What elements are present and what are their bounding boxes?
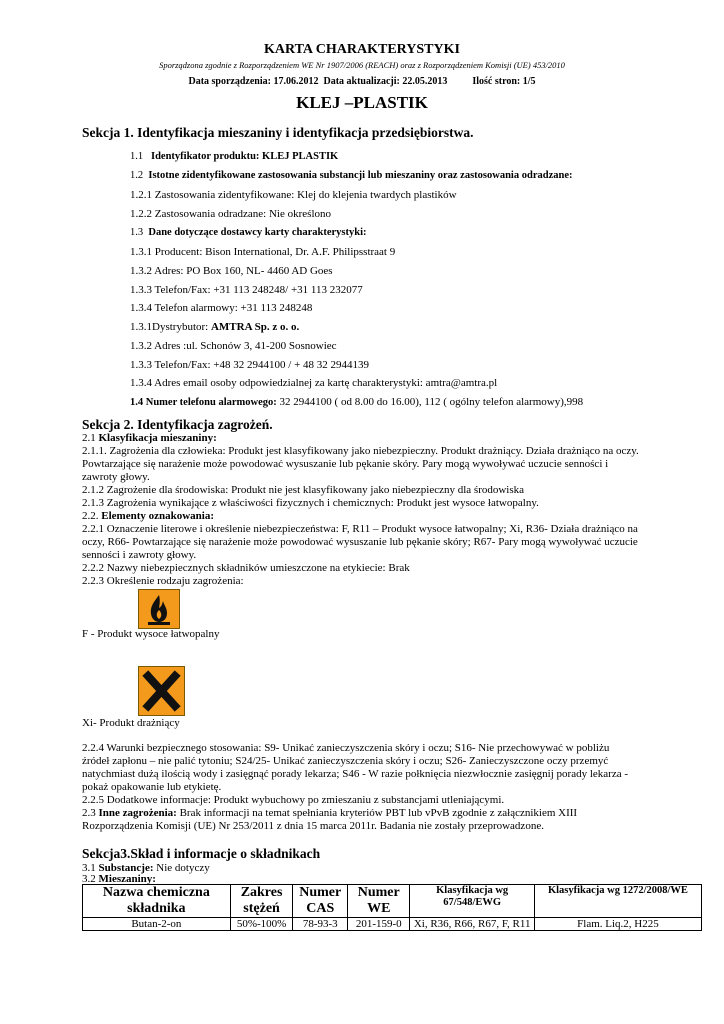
item-2-2-4-line1: 2.2.4 Warunki bezpiecznego stosowania: S9- Unikać zanieczyszczenia skóry i oczu; S16- Nie przechowywać w pobliżu (82, 742, 610, 754)
irritant-caption: Xi- Produkt drażniący (82, 717, 180, 729)
item-number: 1.1 (130, 151, 144, 162)
section2-heading: Sekcja 2. Identyfikacja zagrożeń. (82, 417, 273, 432)
item-2-2-3: 2.2.3 Określenie rodzaju zagrożenia: (82, 575, 244, 587)
item-label: Istotne zidentyfikowane zastosowania substancji lub mieszaniny oraz zastosowania odradzane: (148, 170, 573, 181)
flammable-caption: F - Produkt wysoce łatwopalny (82, 628, 220, 640)
item-1-2-2: 1.2.2 Zastosowania odradzane: Nie określono (130, 208, 331, 220)
item-2-2-5: 2.2.5 Dodatkowe informacje: Produkt wybuchowy po zmieszaniu z substancjami utleniającymi. (82, 794, 505, 806)
item-1-2-1: 1.2.1 Zastosowania zidentyfikowane: Klej do klejenia twardych plastików (130, 189, 457, 201)
header-name: Nazwa chemiczna składnika (83, 885, 231, 918)
table-header-row (83, 885, 702, 918)
flame-icon (139, 590, 179, 628)
item-label: Inne zagrożenia: (98, 807, 177, 819)
item-label: Identyfikator produktu: KLEJ PLASTIK (151, 151, 339, 162)
item-1-3-3: 1.3.3 Telefon/Fax: +31 113 248248/ +31 113 232077 (130, 284, 363, 296)
item-1-3-2: 1.3.2 Adres: PO Box 160, NL- 4460 AD Goes (130, 265, 333, 277)
item-2-2-4-line3: natychmiast dużą ilością wody i zasięgnąć porady lekarza; S46 - W razie połknięcia niezwłocznie zasięgnij porady lekarza - (82, 768, 629, 780)
item-1-3-1: 1.3.1 Producent: Bison International, Dr. A.F. Philipsstraat 9 (130, 246, 396, 258)
product-title: KLEJ –PLASTIK (296, 93, 428, 112)
header-cas: Numer CAS (293, 885, 348, 918)
distributor-address: 1.3.2 Adres :ul. Schonów 3, 41-200 Sosnowiec (130, 340, 337, 352)
section3-heading: Sekcja3.Skład i informacje o składnikach (82, 846, 321, 861)
item-2-3-line1 (82, 807, 577, 819)
item-2-1 (82, 432, 217, 444)
cell-classification-we: Flam. Liq.2, H225 (534, 918, 701, 931)
item-label: Klasyfikacja mieszaniny: (98, 432, 217, 444)
item-text: Brak informacji na temat spełniania kryteriów PBT lub vPvB zgodnie z załącznikiem XIII (176, 807, 578, 819)
item-2-3-line2: Rozporządzenia Komisji (UE) Nr 253/2011 z dnia 15 marca 2011r. Badania nie zostały przeprowadzone. (82, 820, 544, 832)
table-row (83, 918, 702, 931)
item-label: 1.4 Numer telefonu alarmowego: (130, 397, 277, 408)
document-meta: Data sporządzenia: 17.06.2012 Data aktualizacji: 22.05.2013 Ilość stron: 1/5 (188, 76, 536, 87)
item-2-1-3: 2.1.3 Zagrożenia wynikające z właściwości fizycznych i chemicznych: Produkt jest wysoce łatwopalny. (82, 497, 539, 509)
item-number: 1.2 (130, 170, 144, 181)
item-1-2 (130, 170, 572, 181)
item-2-1-2: 2.1.2 Zagrożenie dla środowiska: Produkt nie jest klasyfikowany jako niebezpieczny dla środowiska (82, 484, 525, 496)
item-2-2 (82, 510, 214, 522)
item-1-1 (130, 151, 338, 162)
item-2-2-1-line1: 2.2.1 Oznaczenie literowe i określenie niebezpieczeństwa: F, R11 – Produkt wysoce łatwopalny; Xi, R36- Działa drażniąco na (82, 523, 638, 535)
item-2-2-2: 2.2.2 Nazwy niebezpiecznych składników umieszczone na etykiecie: Brak (82, 562, 410, 574)
document-title: KARTA CHARAKTERYSTYKI (264, 42, 460, 57)
cell-name: Butan-2-on (83, 918, 231, 931)
distributor-phone: 1.3.3 Telefon/Fax: +48 32 2944100 / + 48 32 2944139 (130, 359, 370, 371)
item-2-1-1-line2: Powtarzające się narażenie może powodować wysuszanie lub pękanie skóry. Pary mogą wywoływać uczucie senności i (82, 458, 609, 470)
header-classification-we: Klasyfikacja wg 1272/2008/WE (534, 885, 701, 918)
item-2-2-4-line2: źródeł zapłonu – nie palić tytoniu; S24/25- Unikać zanieczyszczenia skóry i oczu; S26- Zanieczyszczone oczy przemyć (82, 755, 609, 767)
distributor-line (130, 321, 299, 333)
item-number: 2.1 (82, 432, 99, 444)
distributor-name: AMTRA Sp. z o. o. (210, 321, 300, 333)
item-number: 2.2. (82, 510, 102, 522)
cross-icon (139, 667, 184, 715)
cell-range: 50%-100% (230, 918, 293, 931)
item-2-1-1-line1: 2.1.1. Zagrożenia dla człowieka: Produkt jest klasyfikowany jako niebezpieczny. Produkt drażniący. Działa drażniąco na oczy. (82, 445, 639, 457)
item-number: 1.3 (130, 227, 144, 238)
section1-heading: Sekcja 1. Identyfikacja mieszaniny i identyfikacja przedsiębiorstwa. (82, 125, 474, 140)
header-classification-ewg: Klasyfikacja wg 67/548/EWG (410, 885, 534, 918)
item-number: 3.1 (82, 862, 99, 874)
item-1-3 (130, 227, 367, 238)
cell-cas: 78-93-3 (293, 918, 348, 931)
cell-we: 201-159-0 (348, 918, 410, 931)
item-label: Mieszaniny: (98, 873, 156, 885)
header-we: Numer WE (348, 885, 410, 918)
item-2-2-1-line3: senności i zawroty głowy. (82, 549, 197, 561)
distributor-email: 1.3.4 Adres email osoby odpowiedzialnej za kartę charakterystyki: amtra@amtra.pl (130, 377, 498, 389)
header-range: Zakres stężeń (230, 885, 293, 918)
item-label: Elementy oznakowania: (101, 510, 214, 522)
irritant-pictogram (138, 666, 185, 716)
item-2-2-1-line2: oczy, R66- Powtarzające się narażenie może powodować wysuszanie lub pękanie skóry; R67- Pary mogą wywoływać uczucie (82, 536, 638, 548)
item-label: Substancje: (98, 862, 154, 874)
document-subtitle: Sporządzona zgodnie z Rozporządzeniem WE Nr 1907/2006 (REACH) oraz z Rozporządzeniem Komisji (UE) 453/2010 (159, 60, 565, 70)
item-label: Dane dotyczące dostawcy karty charakterystyki: (148, 227, 367, 238)
flammable-pictogram (138, 589, 180, 629)
item-text: 32 2944100 ( od 8.00 do 16.00), 112 ( ogólny telefon alarmowy),998 (276, 396, 584, 408)
distributor-label: 1.3.1Dystrybutor: (130, 321, 211, 333)
item-2-1-1-line3: zawroty głowy. (82, 471, 150, 483)
cell-classification-ewg: Xi, R36, R66, R67, F, R11 (410, 918, 534, 931)
item-number: 2.3 (82, 807, 99, 819)
item-1-4 (130, 396, 583, 408)
item-2-2-4-line4: pokaż opakowanie lub etykietę. (82, 781, 222, 793)
item-text: Nie dotyczy (153, 862, 210, 874)
mixture-table (82, 884, 702, 931)
item-1-3-4: 1.3.4 Telefon alarmowy: +31 113 248248 (130, 302, 313, 314)
item-number: 3.2 (82, 873, 99, 885)
